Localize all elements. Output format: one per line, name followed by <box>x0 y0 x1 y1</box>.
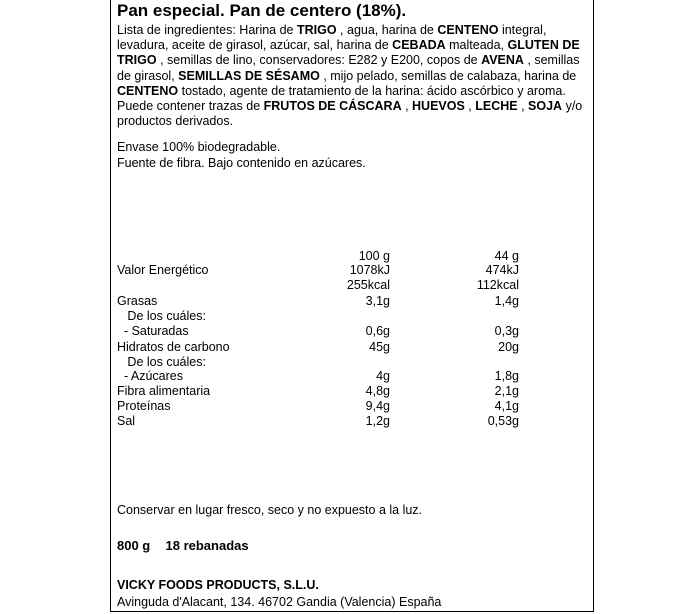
ingredient-text: Lista de ingredientes: Harina de <box>117 23 297 37</box>
nutrition-row <box>117 414 577 429</box>
company-address: Avinguda d'Alacant, 134. 46702 Gandia (Valencia) España <box>117 595 442 609</box>
value-per-100g: 255kcal <box>346 278 390 292</box>
allergen: CENTENO <box>117 83 179 98</box>
value-per-100g: 4,8g <box>365 384 390 398</box>
value-per-portion: 474kJ <box>485 263 519 277</box>
nutrition-row <box>117 309 577 324</box>
value-per-portion: 2,1g <box>494 384 519 398</box>
nutrient-label: Sal <box>117 414 136 428</box>
allergen: FRUTOS DE CÁSCARA <box>263 99 402 114</box>
nutrient-label: De los cuáles: <box>117 309 206 323</box>
ingredient-text: integral, levadura, aceite de girasol, azúcar, sal, harina de <box>117 23 547 53</box>
nutrition-row <box>117 278 577 293</box>
header-portion: 44 g <box>494 249 519 263</box>
allergen: SOJA <box>528 99 563 114</box>
ingredient-text: malteada, <box>445 38 508 53</box>
allergen: SEMILLAS DE SÉSAMO <box>178 68 320 83</box>
allergen: AVENA <box>481 53 524 68</box>
header-100g: 100 g <box>358 249 390 263</box>
allergen: CENTENO <box>437 23 499 37</box>
ingredient-text: tostado, agente de tratamiento de la harina: ácido ascórbico y aroma. Puede contener trazas de <box>117 83 566 114</box>
weight-value: 800 g <box>117 538 151 553</box>
value-per-100g: 1078kJ <box>349 263 390 277</box>
value-per-100g: 45g <box>369 340 390 354</box>
nutrition-row <box>117 340 577 355</box>
value-per-portion: 0,3g <box>494 324 519 338</box>
storage-note: Conservar en lugar fresco, seco y no expuesto a la luz. <box>117 503 423 517</box>
value-per-100g: 0,6g <box>365 324 390 338</box>
nutrition-row <box>117 294 577 309</box>
nutrient-label: Proteínas <box>117 399 171 413</box>
fiber-claim: Fuente de fibra. Bajo contenido en azúcares. <box>117 156 366 170</box>
value-per-portion: 20g <box>498 340 519 354</box>
nutrient-label: - Azúcares <box>117 369 183 383</box>
allergen: CEBADA <box>392 38 446 53</box>
net-weight <box>117 538 249 553</box>
packaging-note: Envase 100% biodegradable. <box>117 140 281 154</box>
ingredient-text: , <box>464 99 476 114</box>
ingredient-text: , <box>517 99 529 114</box>
ingredient-text: , mijo pelado, semillas de calabaza, harina de <box>319 68 577 83</box>
nutrition-row <box>117 355 577 370</box>
allergen: HUEVOS <box>412 99 465 114</box>
ingredients-list <box>117 23 587 129</box>
allergen: GLUTEN DE TRIGO <box>117 38 580 68</box>
nutrition-row <box>117 369 577 384</box>
nutrition-row <box>117 399 577 414</box>
nutrient-label: De los cuáles: <box>117 355 206 369</box>
value-per-portion: 112kcal <box>476 278 519 292</box>
ingredient-text: y/o productos derivados. <box>117 99 583 129</box>
value-per-portion: 0,53g <box>487 414 519 428</box>
nutrition-row <box>117 324 577 339</box>
value-per-portion: 1,4g <box>494 294 519 308</box>
ingredient-text: , <box>401 99 413 114</box>
nutrition-row <box>117 384 577 399</box>
ingredient-text: , semillas de lino, conservadores: E282 y E200, copos de <box>156 53 482 68</box>
nutrient-label: - Saturadas <box>117 324 189 338</box>
product-title: Pan especial. Pan de centero (18%). <box>117 1 407 20</box>
value-per-portion: 1,8g <box>494 369 519 383</box>
nutrition-header <box>117 249 577 264</box>
value-per-100g: 3,1g <box>365 294 390 308</box>
company-name: VICKY FOODS PRODUCTS, S.L.U. <box>117 578 319 592</box>
nutrient-label: Fibra alimentaria <box>117 384 211 398</box>
nutrient-label: Hidratos de carbono <box>117 340 230 354</box>
nutrient-label: Valor Energético <box>117 263 209 277</box>
ingredient-text: , semillas de girasol, <box>117 53 580 83</box>
ingredient-text: , agua, harina de <box>336 23 438 37</box>
value-per-100g: 9,4g <box>365 399 390 413</box>
allergen: TRIGO <box>296 23 337 37</box>
slices-count: 18 rebanadas <box>165 538 249 553</box>
value-per-portion: 4,1g <box>494 399 519 413</box>
nutrient-label: Grasas <box>117 294 158 308</box>
allergen: LECHE <box>475 99 518 114</box>
nutrition-row <box>117 263 577 278</box>
value-per-100g: 1,2g <box>365 414 390 428</box>
value-per-100g: 4g <box>376 369 390 383</box>
